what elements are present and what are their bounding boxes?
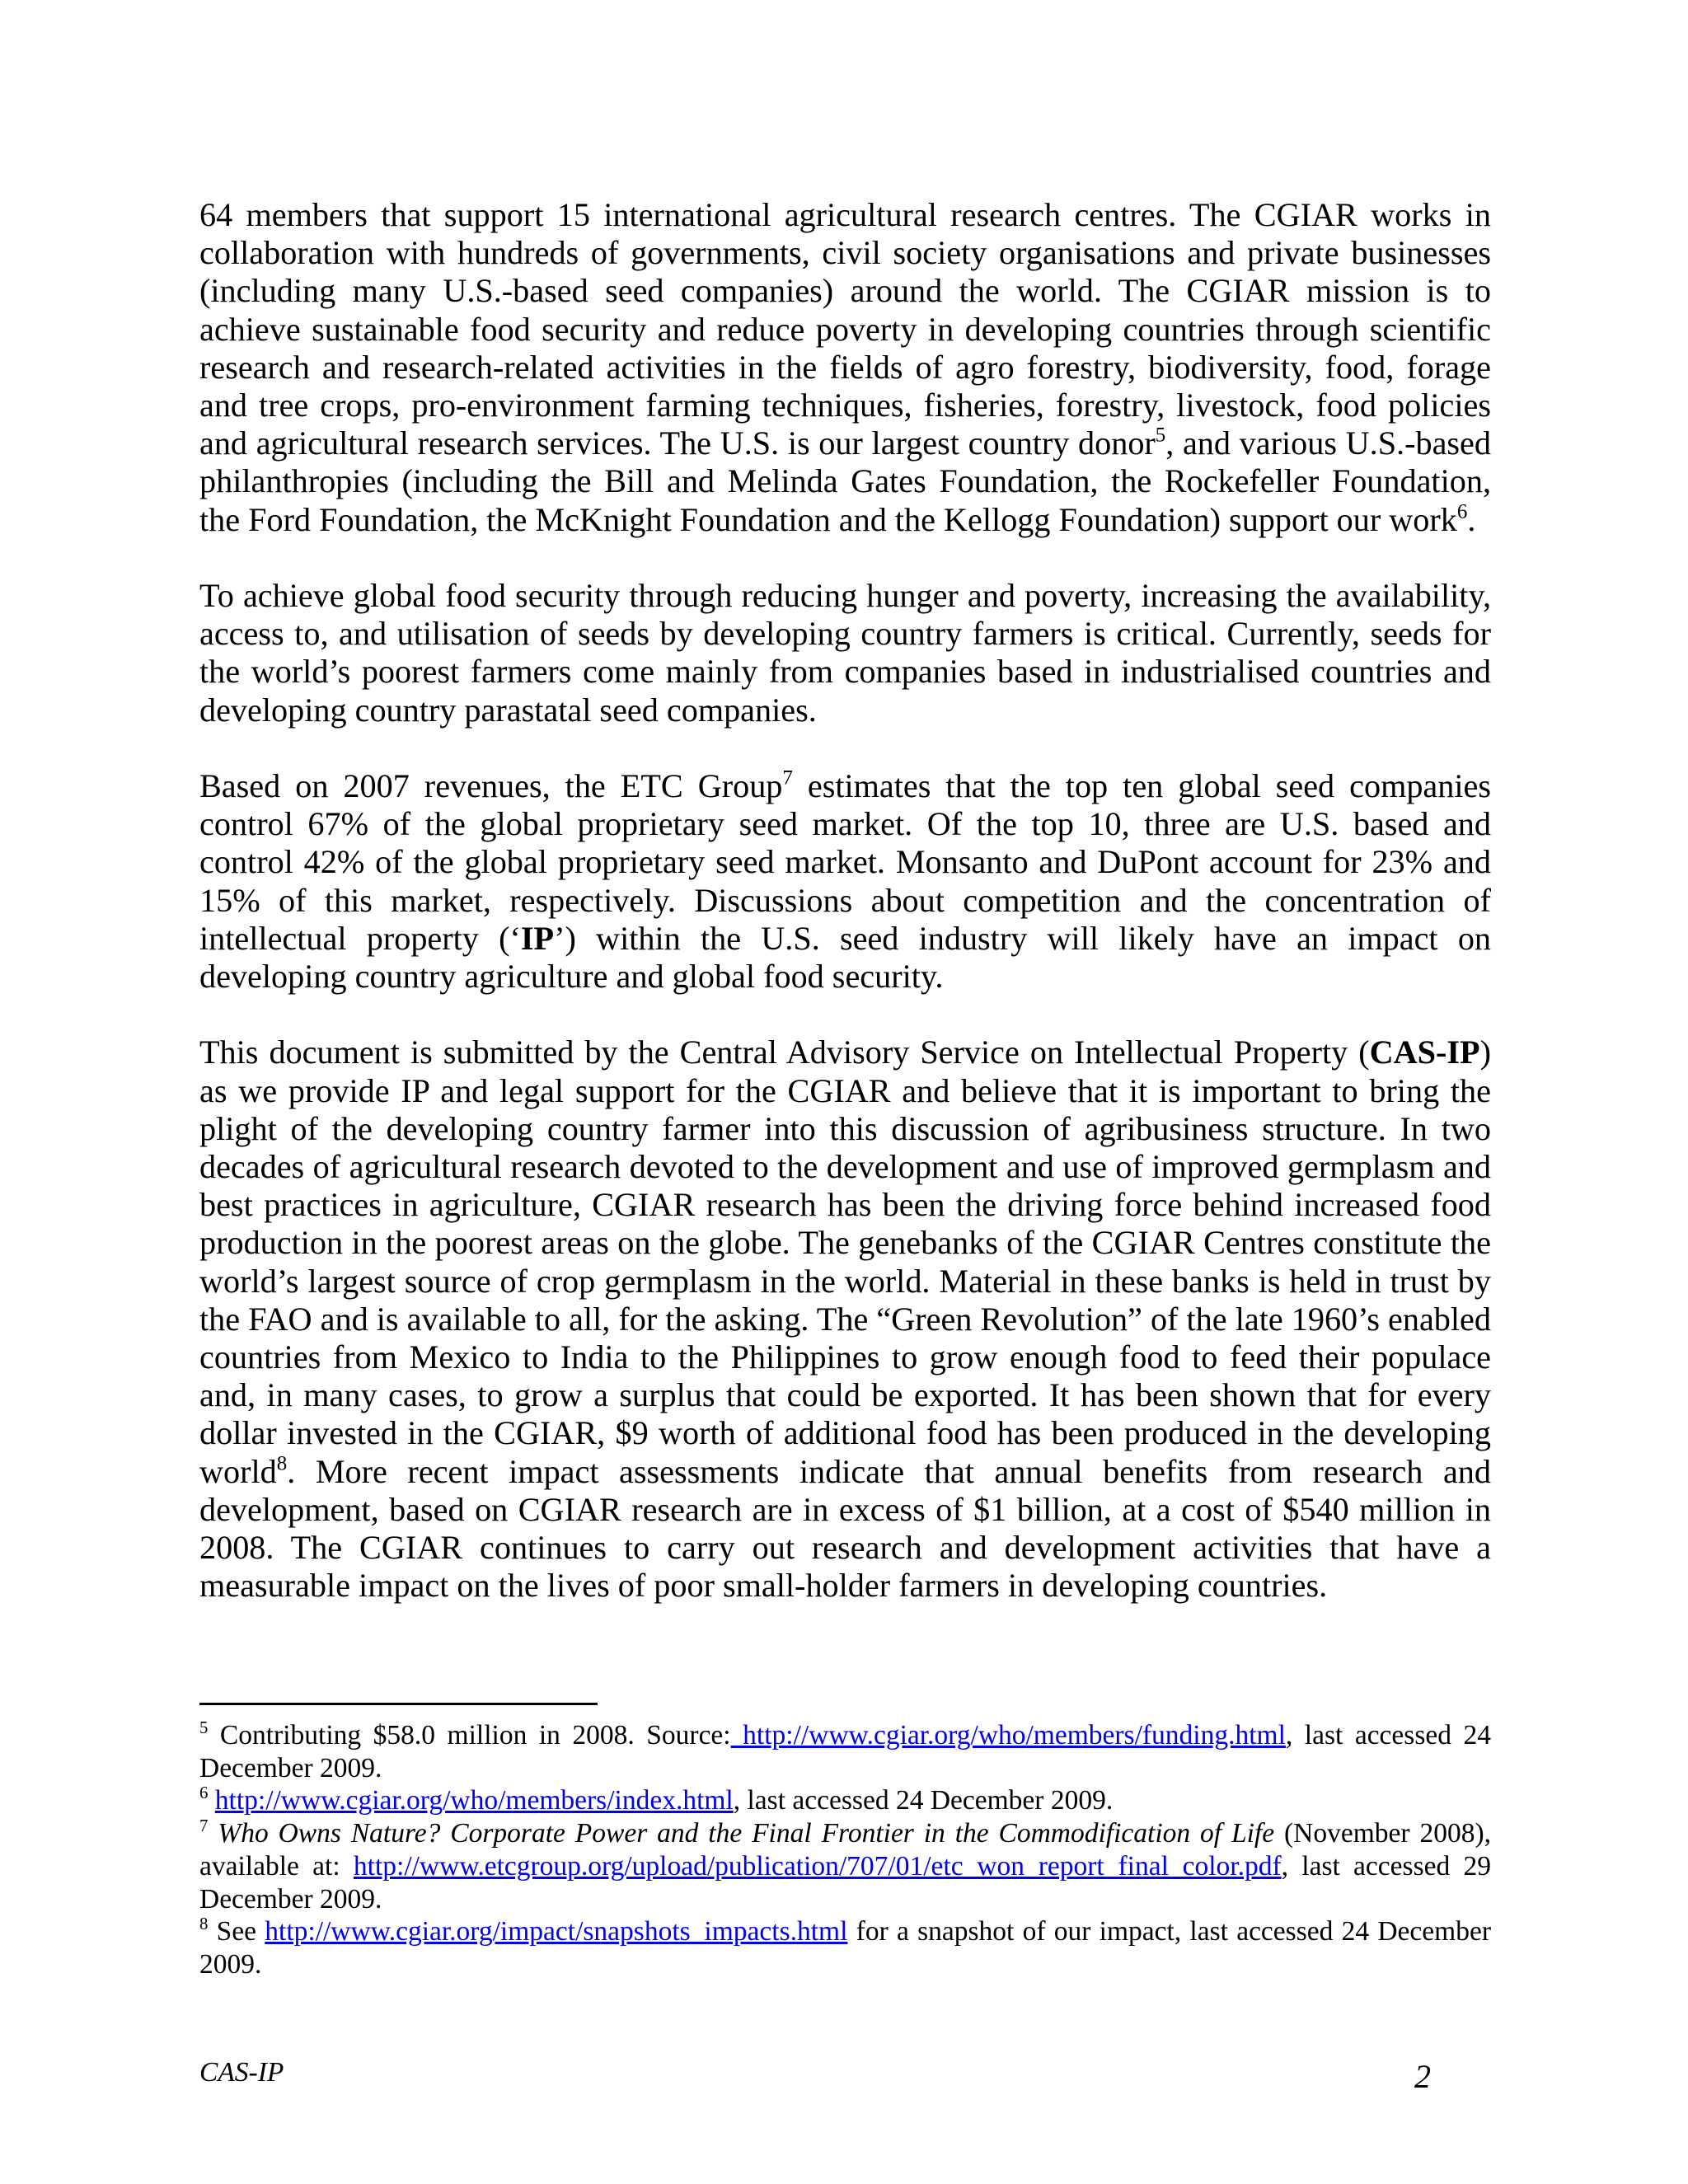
body-text [199, 196, 1491, 1643]
paragraph [199, 577, 1491, 729]
footer-label: CAS-IP [199, 2057, 284, 2088]
footnote-ref: 7 [199, 1816, 209, 1836]
text-run: 64 members that support 15 international agricultural research centres. The CGIAR works in collaboration with hundreds of governments, civil society organisations and private businesses (including many U.S.-based seed companies) around the world. The CGIAR mission is to achieve sustainable food security and reduce poverty in developing countries through scientific research and research-related activities in the fields of agro forestry, biodiversity, food, forage and tree crops, pro-environment farming techniques, fisheries, forestry, livestock, food policies and agricultural research services. The U.S. is our largest country donor [199, 196, 1491, 462]
footnote-ref: 8 [276, 1452, 288, 1475]
text-run: , and various U.S.-based philanthropies (including the Bill and Melinda Gates Foundation, the Rockefeller Foundation, the Ford Foundation, the McKnight Foundation and the Kellogg Foundation) support our work [199, 424, 1491, 538]
page-number: 2 [1414, 2058, 1431, 2095]
text-run: estimates that the top ten global seed companies control 67% of the global proprietary seed market. Of the top 10, three are U.S. based and control 42% of the global proprietary seed market. Monsanto and DuPont account for 23% and 15% of this market, respectively. Discussions about competition and the concentration of intellectual property (‘ [199, 767, 1491, 957]
bold-term: IP [520, 919, 555, 957]
text-run: See [208, 1916, 265, 1947]
text-run: . [1467, 500, 1476, 538]
bold-term: CAS-IP [1369, 1033, 1480, 1071]
paragraph [199, 767, 1491, 996]
footnote [199, 1915, 1491, 1980]
footnote-ref: 5 [199, 1718, 209, 1738]
text-run: , last accessed 24 December 2009. [733, 1785, 1114, 1816]
footnote-ref: 5 [1155, 424, 1166, 447]
footnote [199, 1719, 1491, 1784]
footnote-ref: 8 [199, 1915, 209, 1934]
text-run: (November 2008), available at: [199, 1818, 1491, 1882]
url-link[interactable]: http://www.etcgroup.org/upload/publication/707/01/etc_won_report_final_color.pdf [353, 1850, 1282, 1882]
footnotes [199, 1719, 1491, 1981]
paragraph [199, 1033, 1491, 1605]
text-run: Contributing $58.0 million in 2008. Source: [208, 1720, 731, 1750]
paragraph [199, 196, 1491, 539]
text-run [208, 1785, 214, 1816]
footnote [199, 1817, 1491, 1915]
text-run: To achieve global food security through reducing hunger and poverty, increasing the availability, access to, and utilisation of seeds by developing country farmers is critical. Currently, seeds for the world’s poorest farmers come mainly from companies based in industrialised countries and developing country parastatal seed companies. [199, 577, 1491, 729]
footnote-ref: 6 [199, 1783, 209, 1803]
text-run: . More recent impact assessments indicate that annual benefits from research and development, based on CGIAR research are in excess of $1 billion, at a cost of $540 million in 2008. The CGIAR continues to carry out research and development activities that have a measurable impact on the lives of poor small-holder farmers in developing countries. [199, 1452, 1491, 1605]
text-run [208, 1818, 218, 1849]
footnote-ref: 7 [782, 766, 793, 790]
text-run: This document is submitted by the Central Advisory Service on Intellectual Property ( [199, 1033, 1370, 1071]
footnote-ref: 6 [1456, 500, 1468, 523]
footnote-separator [199, 1703, 598, 1705]
text-run: for a snapshot of our impact, last accessed 24 December 2009. [199, 1916, 1491, 1980]
text-run: Based on 2007 revenues, the ETC Group [199, 767, 783, 805]
url-link[interactable]: http://www.cgiar.org/impact/snapshots_impacts.html [265, 1916, 848, 1947]
text-run: , last accessed 24 December 2009. [199, 1720, 1492, 1783]
italic-title: Who Owns Nature? Corporate Power and the Final Frontier in the Commodification of Life [218, 1818, 1275, 1849]
text-run: ) as we provide IP and legal support for the CGIAR and believe that it is important to bring the plight of the developing country farmer into this discussion of agribusiness structure. In two decades of agricultural research devoted to the development and use of improved germplasm and best practices in agriculture, CGIAR research has been the driving force behind increased food production in the poorest areas on the globe. The genebanks of the CGIAR Centres constitute the world’s largest source of crop germplasm in the world. Material in these banks is held in trust by the FAO and is available to all, for the asking. The “Green Revolution” of the late 1960’s enabled countries from Mexico to India to the Philippines to grow enough food to feed their populace and, in many cases, to grow a surplus that could be exported. It has been shown that for every dollar invested in the CGIAR, $9 worth of additional food has been produced in the developing world [199, 1033, 1491, 1490]
url-link[interactable]: http://www.cgiar.org/who/members/index.html [214, 1785, 734, 1816]
url-link[interactable]: http://www.cgiar.org/who/members/funding.html [730, 1720, 1286, 1750]
text-run: ’) within the U.S. seed industry will likely have an impact on developing country agriculture and global food security. [199, 919, 1492, 996]
text-run: , last accessed 29 December 2009. [199, 1850, 1491, 1915]
footnote [199, 1784, 1491, 1817]
